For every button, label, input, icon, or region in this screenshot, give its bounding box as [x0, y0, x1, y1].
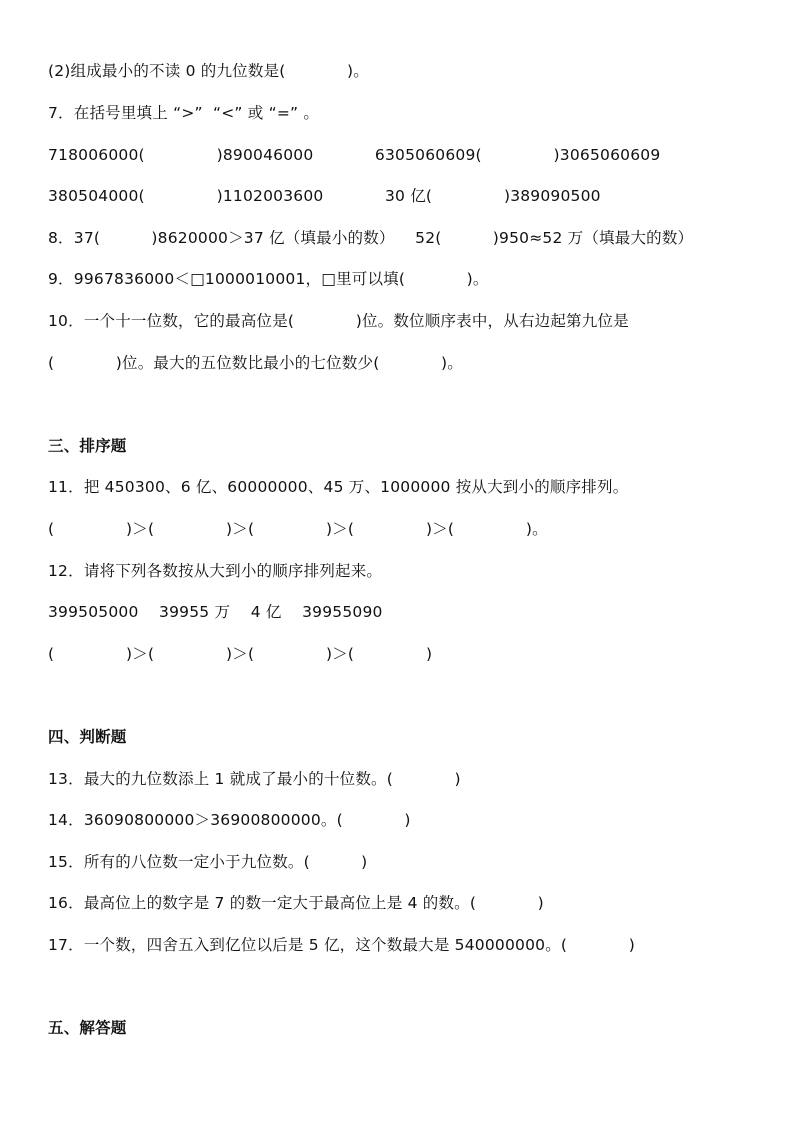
line-q11-answer: ( )＞( )＞( )＞( )＞( )。: [48, 520, 548, 538]
line-q9: 9．9967836000＜□1000010001，□里可以填( )。: [48, 270, 489, 288]
line-q17: 17．一个数，四舍五入到亿位以后是 5 亿，这个数最大是 540000000。( ): [48, 936, 635, 954]
line-q6-part2: (2)组成最小的不读 0 的九位数是( )。: [48, 62, 369, 80]
line-q12: 12．请将下列各数按从大到小的顺序排列起来。: [48, 562, 383, 580]
line-q16: 16．最高位上的数字是 7 的数一定大于最高位上是 4 的数。( ): [48, 894, 544, 912]
line-q7-title: 7．在括号里填上 “>” “<” 或 “=” 。: [48, 104, 320, 122]
section-heading-answers: 五、解答题: [48, 1019, 127, 1037]
line-q12-numbers: 399505000 39955 万 4 亿 39955090: [48, 603, 383, 621]
line-q10-part1: 10．一个十一位数，它的最高位是( )位。数位顺序表中，从右边起第九位是: [48, 312, 629, 330]
line-q14: 14．36090800000＞36900800000。( ): [48, 811, 411, 829]
line-q7-row2: 380504000( )1102003600 30 亿( )389090500: [48, 187, 601, 205]
section-heading-sorting: 三、排序题: [48, 437, 127, 455]
line-q12-answer: ( )＞( )＞( )＞( ): [48, 645, 433, 663]
line-q11: 11．把 450300、6 亿、60000000、45 万、1000000 按从大到小的顺序排列。: [48, 478, 629, 496]
line-q8: 8．37( )8620000＞37 亿（填最小的数） 52( )950≈52 万（填最大的数）: [48, 229, 694, 247]
line-q15: 15．所有的八位数一定小于九位数。( ): [48, 853, 368, 871]
line-q10-part2: ( )位。最大的五位数比最小的七位数少( )。: [48, 354, 463, 372]
section-heading-judgement: 四、判断题: [48, 728, 127, 746]
line-q13: 13．最大的九位数添上 1 就成了最小的十位数。( ): [48, 770, 461, 788]
line-q7-row1: 718006000( )890046000 6305060609( )3065060609: [48, 146, 661, 164]
